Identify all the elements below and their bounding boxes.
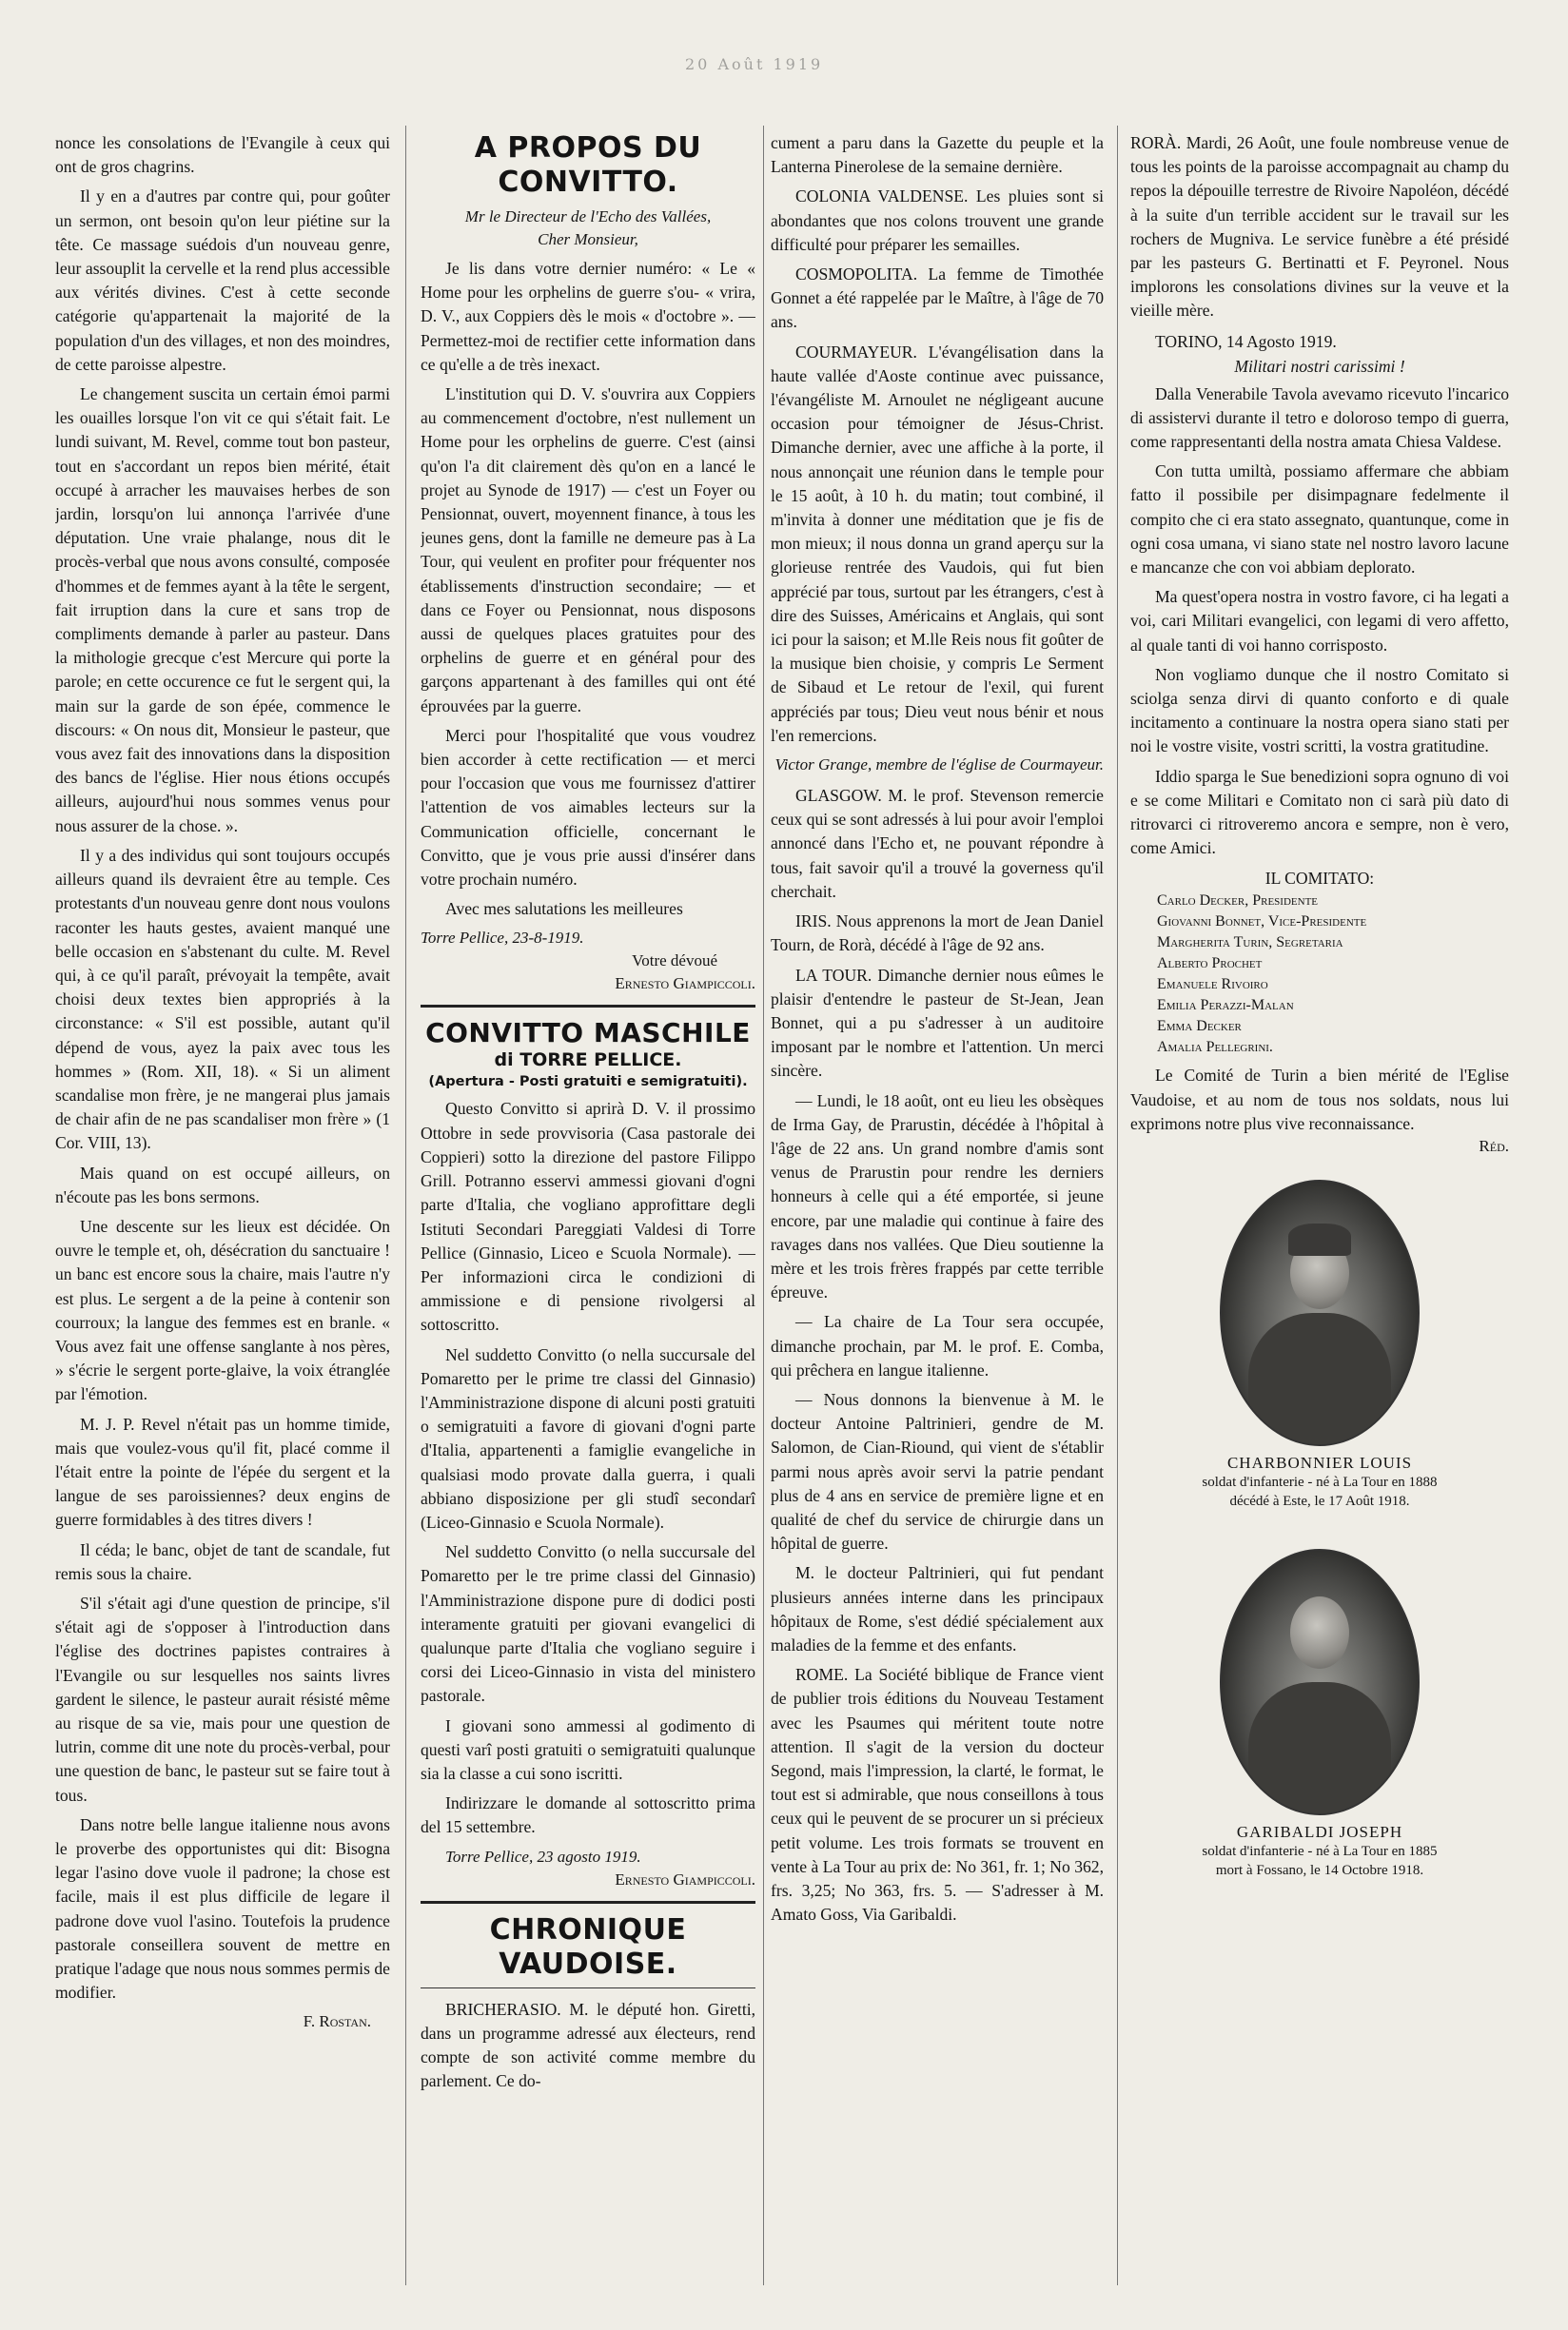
place-date: Torre Pellice, 23 agosto 1919. (445, 1847, 641, 1866)
paragraph: Con tutta umiltà, possiamo affermare che abbiam fatto il possibile per disimpagnare fedelmente il compito che ci era stato assegnato, quantunque, come in ogni cosa umana, vi siano state nel nostro lavoro lacune e mancanze che con voi abbiam deplorato. (1130, 461, 1509, 578)
paragraph: — Nous donnons la bienvenue à M. le docteur Antoine Paltrinieri, gendre de M. Salomon, de Cian-Riound, qui vient de s'établir parmi nous après avoir servi la patrie pendant plus de 4 ans en service de première ligne et en qualité de chef du service de chirurgie dans un hôpital de guerre. (771, 1389, 1104, 1554)
paragraph: Il céda; le banc, objet de tant de scandale, fut remis sous la chaire. (55, 1539, 390, 1583)
author-signature: F. Rostan. (303, 2012, 371, 2031)
column-rule (763, 126, 764, 2285)
paragraph: GLASGOW. M. le prof. Stevenson remercie ceux qui se sont adressés à lui pour avoir l'emploi annoncé dans l'Echo et, ne pouvant répondre à tous, fait savoir qu'il a trouvé la governess qu'il cherchait. (771, 786, 1104, 901)
paragraph: LA TOUR. Dimanche dernier nous eûmes le plaisir d'entendre le pasteur de St-Jean, Jean Bonnet, qui a pu s'adresser à un auditoire imposant par le nombre et l'attention. Un merci sincère. (771, 965, 1104, 1081)
notice-subtitle: (Apertura - Posti gratuiti e semigratuiti). (428, 1074, 748, 1090)
paragraph: Iddio sparga le Sue benedizioni sopra ognuno di voi e se come Militari e Comitato non ci sarà più dato di ritrovarci ci ritroveremo ancora e sempre, non è vero, come Amici. (1130, 766, 1509, 858)
portrait-body (1248, 1313, 1391, 1446)
section-title: CHRONIQUE VAUDOISE. (489, 1912, 687, 1981)
paragraph: Dalla Venerabile Tavola avevamo ricevuto l'incarico di assistervi durante il tetro e doloroso tempo di guerra, come rappresentanti della nostra amata Chiesa Valdese. (1130, 383, 1509, 452)
paragraph: S'il s'était agi d'une question de principe, s'il s'était agi de s'opposer à l'introduction dans l'église des doctrines papistes contraires à l'Evangile ou sur lesquelles nos saints livres gardent le silence, le pasteur aurait résisté même au risque de sa vie, mais pour une question de lutrin, comme dit une note du procès-verbal, pour une question de banc, le pasteur sut se faire tout à tous. (55, 1593, 390, 1805)
paragraph: ROME. La Société biblique de France vient de publier trois éditions du Nouveau Testament avec les Psaumes qui méritent toute notre attention. Il s'agit de la version du docteur Segond, mais l'impression, la clarté, le format, le tout est si admirable, que nous conseillons à tous ceux qui le peuvent de se procurer un si précieux petit volume. Les trois formats se trouvent en vente à La Tour au prix de: No 361, fr. 1; No 362, frs. 3,25; No 363, frs. 5. — S'adresser à M. Amato Goss, Via Garibaldi. (771, 1665, 1104, 1925)
author-signature: Ernesto Giampiccoli. (615, 1870, 755, 1889)
column-1 (55, 131, 390, 2272)
photo-caption: décédé à Este, le 17 Août 1918. (1229, 1494, 1410, 1510)
paragraph: Indirizzare le domande al sottoscritto prima del 15 settembre. (421, 1793, 755, 1837)
photo-caption: soldat d'infanterie - né à La Tour en 1888 (1202, 1475, 1438, 1491)
committee-member: Amalia Pellegrini. (1157, 1039, 1273, 1056)
paragraph: Il y a des individus qui sont toujours occupés ailleurs quand ils devraient être au temple. Ces protestants d'un nouveau genre dont nous voulons raconter les hauts gestes, avaient manqué une belle occasion en s'abstenant du culte. M. Revel qui, à ce qu'il paraît, prévoyait la tempête, avait choisi deux textes bien appropriés à la circonstance: « S'il est possible, autant qu'il dépend de vous, ayez la paix avec tous les hommes » (Rom. XII, 18). « Si un aliment scandalise mon frère, je ne mangerai plus jamais de chair afin de ne pas scandaliser mon frère » (1 Cor. VIII, 13). (55, 845, 390, 1153)
paragraph: BRICHERASIO. M. le député hon. Giretti, dans un programme adressé aux électeurs, rend compte de son activité comme membre du parlement. Ce do- (421, 1999, 755, 2091)
paragraph: COSMOPOLITA. La femme de Timothée Gonnet a été rappelée par le Maître, à l'âge de 70 ans. (771, 264, 1104, 332)
paragraph: Ma quest'opera nostra in vostro favore, ci ha legati a voi, cari Militari evangelici, con legami di vero affetto, al quale tanti di voi hanno corrisposto. (1130, 587, 1509, 655)
article-continuation (55, 131, 390, 2033)
paragraph: Dans notre belle langue italienne nous avons le proverbe des opportunistes qui dit: Bisogna legar l'asino dove vuole il padrone; la chose est facile, mais il est plus difficile de legare il padrone dove vuol l'asino. Toutefois la prudence pastorale conseillera souvent de mettre en pratique l'adage que nous nous sommes permis de modifier. (55, 1814, 390, 2003)
notice-subtitle: di TORRE PELLICE. (494, 1049, 682, 1071)
paragraph: Questo Convitto si aprirà D. V. il prossimo Ottobre in sede provvisoria (Casa pastorale dei Coppieri) sotto la direzione del pastore Filippo Grill. Potranno esservi ammessi giovani d'ogni parte d'Italia, che vogliano approfittare degli Istituti Secondari Pareggiati Valdesi di Torre Pellice (Ginnasio, Liceo e Scuola Normale). — Per informazioni circa le condizioni di ammissione e di pensione rivolgersi al sottoscritto. (421, 1099, 755, 1335)
paragraph: nonce les consolations de l'Evangile à ceux qui ont de gros chagrins. (55, 133, 390, 177)
portrait-photo (1220, 1180, 1420, 1446)
photo-name: GARIBALDI JOSEPH (1236, 1823, 1403, 1842)
section-divider (421, 1005, 755, 1008)
section-divider (421, 1901, 755, 1904)
paragraph: Nel suddetto Convitto (o nella succursale del Pomaretto per le tre prime classi del Ginnasio) l'Amministrazione dispone pure di dodici posti interamente gratuiti per giovani evangelici di qualunque parte d'Italia che vogliano seguire i corsi dei Liceo-Ginnasio in vista del ministero pastorale. (421, 1542, 755, 1706)
place-date: Torre Pellice, 23-8-1919. (421, 929, 584, 948)
paragraph: M. le docteur Paltrinieri, qui fut pendant plusieurs années interne dans les principaux hôpitaux de Rome, s'est dédié spécialement aux maladies de la femme et des enfants. (771, 1563, 1104, 1654)
author-signature: Ernesto Giampiccoli. (615, 974, 755, 993)
committee-member: Margherita Turin, Segretaria (1157, 934, 1343, 951)
column-rule (405, 126, 406, 2285)
paragraph: I giovani sono ammessi al godimento di questi varî posti gratuiti o semigratuiti qualunque sia la classe a cui sono iscritti. (421, 1715, 755, 1783)
running-head: 20 Août 1919 (685, 55, 824, 73)
paragraph: M. J. P. Revel n'était pas un homme timide, mais que voulez-vous qu'il fit, placé comme il l'était entre la pointe de l'épée du sergent et la langue de ses paroissiennes? deux engins de guerre formidables à des titres divers ! (55, 1414, 390, 1530)
committee-title: IL COMITATO: (1264, 869, 1375, 889)
paragraph: Mais quand on est occupé ailleurs, on n'écoute pas les bons sermons. (55, 1163, 390, 1206)
paragraph: IRIS. Nous apprenons la mort de Jean Daniel Tourn, de Rorà, décédé à l'âge de 92 ans. (771, 911, 1104, 955)
article-title: A PROPOS DU CONVITTO. (474, 131, 702, 199)
photo-caption: soldat d'infanterie - né à La Tour en 1885 (1202, 1844, 1438, 1860)
committee-member: Giovanni Bonnet, Vice-Presidente (1157, 913, 1367, 930)
editor-note: Le Comité de Turin a bien mérité de l'Eglise Vaudoise, et au nom de tous nos soldats, nous lui exprimons notre plus vive reconnaissance. (1130, 1066, 1509, 1133)
dateline: TORINO, 14 Agosto 1919. (1155, 331, 1337, 351)
committee-member: Alberto Prochet (1157, 955, 1263, 972)
committee-member: Carlo Decker, Presidente (1157, 892, 1319, 910)
paragraph: Non vogliamo dunque che il nostro Comitato si sciolga senza dirvi di quanto conforto e di quale incitamento a continuare la nostra opera siano stati per noi le vostre visite, vostri scritti, la vostra gratitudine. (1130, 664, 1509, 756)
salutation: Mr le Directeur de l'Echo des Vallées, (464, 207, 712, 225)
paragraph: Le changement suscita un certain émoi parmi les ouailles lorsque l'on vit ce qui s'était fait. Le lundi suivant, M. Revel, comme tout bon pasteur, tout en s'accordant un repos bien mérité, était occupé à arracher les mauvaises herbes de son jardin, lorsqu'on lui annonça l'arrivée d'une députation. Une vraie phalange, nous dit le procès-verbal que nous avons consulté, composée d'hommes et de femmes ayant à la tête le sergent, fait irruption dans la cure et sans trop de compliments demande à parler au pasteur. Dans la mithologie grecque c'est Mercure qui porte la parole; en cette occurence ce fut le sergent qui, la main sur la garde de son épée, commence le discours: « On nous dit, Monsieur le pasteur, que vous avez fait des innovations dans la disposition des bancs de l'église. Hier nous étions occupés ailleurs, aujourd'hui nous sommes venus pour nous assurer de la chose. ». (55, 384, 390, 835)
column-4 (1130, 131, 1509, 2272)
section-divider (421, 1987, 755, 1988)
editor-signature: Réd. (1479, 1137, 1509, 1156)
paragraph: Nel suddetto Convitto (o nella succursale del Pomaretto per le prime tre classi del Ginnasio) l'Amministrazione dispone di alcuni posti gratuiti o semigratuiti a favore di giovani d'ogni parte d'Italia, appartenenti a famiglie evangeliche in qualsiasi modo provate dalla guerra, i quali abbiano disposizione per gli studî secondarî (Liceo-Ginnasio e Scuola Normale). (421, 1344, 755, 1532)
salutation: Cher Monsieur, (538, 230, 638, 248)
paragraph: Avec mes salutations les meilleures (445, 899, 683, 919)
photo-caption: mort à Fossano, le 14 Octobre 1918. (1215, 1863, 1424, 1879)
photo-name: CHARBONNIER LOUIS (1226, 1454, 1413, 1473)
paragraph: COURMAYEUR. L'évangélisation dans la haute vallée d'Aoste continue avec puissance, l'évangéliste M. Arnoulet ne négligeant aucune occasion pour témoigner de Jésus-Christ. Dimanche dernier, avec une affiche à la porte, il nous annonçait une réunion dans le temple pour le 15 août, à 10 h. du matin; tout combiné, il m'invita à donner une méditation que je fis de mon mieux; il nous donna un grand aperçu sur la glorieuse rentrée des Vaudois, qui fut bien apprécié par tous, surtout par les étrangers, c'est à dire des Suisses, Américains et Anglais, qui sont ici pour la saison; et M.lle Reis nous fit goûter de la musique bien choisie, y compris Le Serment de Sibaud et Le retour de l'exil, qui furent appréciés par tous; Dieu veut nous bénir et nous l'en remercions. (771, 342, 1104, 745)
committee-member: Emanuele Rivoiro (1157, 976, 1268, 993)
salutation: Militari nostri carissimi ! (1234, 356, 1405, 376)
paragraph: Je lis dans votre dernier numéro: « Le « Home pour les orphelins de guerre s'ou- « vrira, D. V., aux Coppiers dès le mois « d'octobre ». — Permettez-moi de rectifier cette information dans ce qu'elle a de très inexact. (421, 259, 755, 374)
paragraph: Merci pour l'hospitalité que vous voudrez bien accorder à cette rectification — et merci pour l'occasion que vous me fournissez d'attirer l'attention de vos aimables lecteurs sur la Communication officielle, concernant le Convitto, que je vous prie aussi d'insérer dans votre prochain numéro. (421, 725, 755, 890)
paragraph: cument a paru dans la Gazette du peuple et la Lanterna Pinerolese de la semaine dernière. (771, 133, 1104, 177)
paragraph: L'institution qui D. V. s'ouvrira aux Coppiers au commencement d'octobre, n'est nullement un Home pour les orphelins de guerre. C'est (ainsi qu'on l'a dit clairement dès qu'on en a lancé le projet au Synode de 1917) — c'est un Foyer ou Pensionnat, ouvert, moyennent finance, à tous les jeunes gens, dont la famille ne demeure pas à La Tour, qui veulent en profiter pour fréquenter nos établissements d'instruction secondaire; — et dans ce Foyer ou Pensionnat, nous disposons aussi de quelques places gratuites pour des orphelins de guerre et en général pour des garçons appartenant à des familles qui ont été éprouvées par la guerre. (421, 384, 755, 715)
paragraph: — La chaire de La Tour sera occupée, dimanche prochain, par M. le prof. E. Comba, qui prêchera en langue italienne. (771, 1312, 1104, 1380)
committee-member: Emma Decker (1157, 1018, 1242, 1035)
committee-member: Emilia Perazzi-Malan (1157, 997, 1294, 1014)
column-3 (771, 131, 1104, 2272)
column-rule (1117, 126, 1118, 2285)
paragraph: COLONIA VALDENSE. Les pluies sont si abondantes que nos colons trouvent une grande difficulté pour préparer les semailles. (771, 186, 1104, 254)
paragraph: Une descente sur les lieux est décidée. On ouvre le temple et, oh, désécration du sanctuaire ! un banc est encore sous la chaire, mais l'autre n'y est plus. Le sergent a de la peine à contenir son courroux; la langue des femmes est en branle. « Vous avez fait une offense sanglante à nos pères, » s'écrie le sergent porte-glaive, la voix étranglée par l'émotion. (55, 1216, 390, 1404)
notice-title: CONVITTO MASCHILE (425, 1017, 751, 1049)
closing: Votre dévoué (632, 951, 717, 970)
paragraph: — Lundi, le 18 août, ont eu lieu les obsèques de Irma Gay, de Prarustin, décédée à l'hôpital à l'âge de 22 ans. Un grand nombre d'amis sont venus de Prarustin pour rendre les derniers honneurs à celle qui a été emportée, si jeune encore, par une maladie qui continue à faire des ravages dans nos vallées. Que Dieu soutienne la mère et les trois frères frappés par cette terrible épreuve. (771, 1090, 1104, 1302)
portrait-cap (1288, 1224, 1351, 1256)
paragraph: RORÀ. Mardi, 26 Août, une foule nombreuse venue de tous les points de la paroisse accompagnait au champ du repos la dépouille terrestre de Rivoire Napoléon, décédé à la suite d'un terrible accident sur le travail sur les rochers de Mugniva. Le service funèbre a été présidé par les pasteurs G. Bertinatti et F. Peyronel. Nous implorons les consolations divines sur la veuve et la vieille mère. (1130, 133, 1509, 321)
portrait-face (1290, 1596, 1349, 1669)
author-signature: Victor Grange, membre de l'église de Courmayeur. (774, 755, 1104, 774)
column-2 (421, 131, 755, 2272)
paragraph: Il y en a d'autres par contre qui, pour goûter un sermon, ont besoin qu'on leur piétine sur la tête. Ce massage suédois d'un nouveau genre, leur assouplit la cervelle et la rend plus accessible aux vérités divines. C'est à cette seconde catégorie qu'appartenait la majorité de la population d'un des villages, et non des moindres, de cette paroisse alpestre. (55, 186, 390, 374)
portrait-body (1248, 1682, 1391, 1815)
portrait-photo (1220, 1549, 1420, 1815)
